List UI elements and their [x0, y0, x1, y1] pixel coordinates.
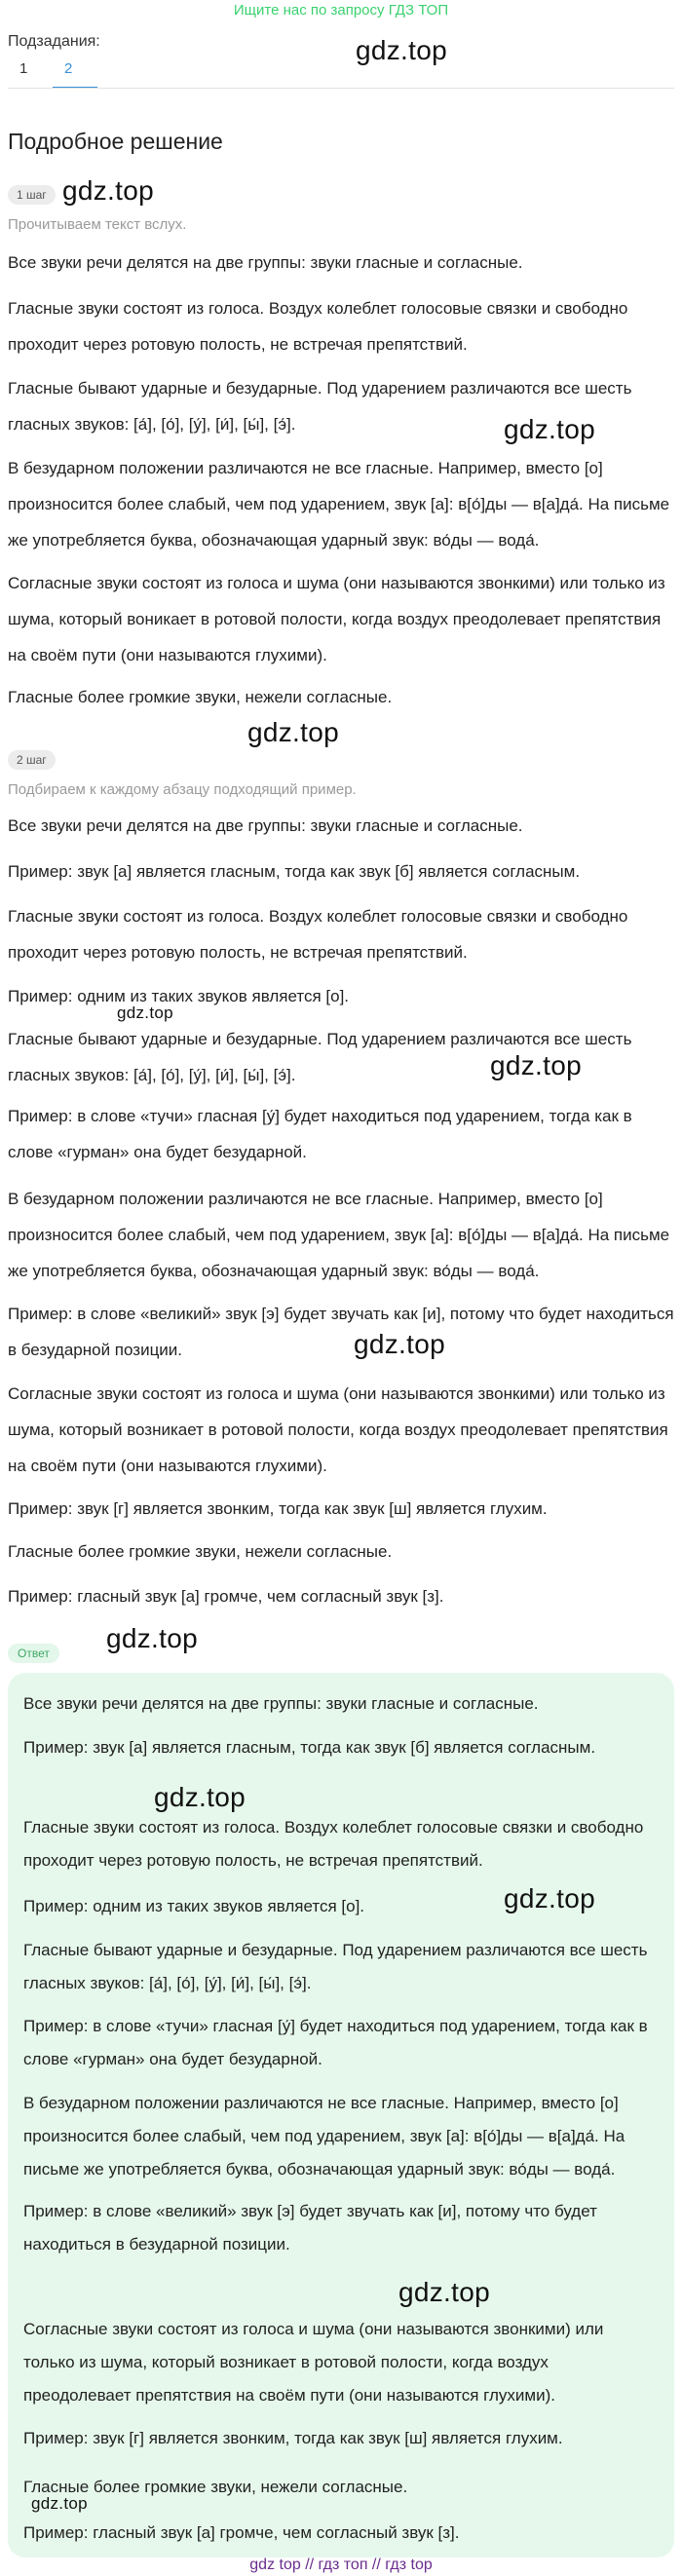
step-2-paragraph: Пример: в слове «тучи» гласная [у́] будет находиться под ударением, тогда как в слове «гурман» она будет безударной. [8, 1107, 632, 1161]
step-2-paragraph: Гласные звуки состоят из голоса. Воздух колеблет голосовые связки и свободно проходит через ротовую полость, не встречая препятствий. [8, 907, 628, 962]
watermark: gdz.top [106, 1623, 198, 1653]
tabs-divider [8, 88, 674, 89]
watermark: gdz.top [154, 1782, 246, 1812]
step-1-paragraph: Все звуки речи делятся на две группы: звуки гласные и согласные. [8, 253, 523, 272]
answer-paragraph: Пример: в слове «тучи» гласная [у́] будет находиться под ударением, тогда как в слове «гурман» она будет безударной. [23, 2017, 648, 2068]
answer-paragraph: Пример: в слове «великий» звук [э] будет звучать как [и], потому что будет находиться в безударной позиции. [23, 2202, 597, 2254]
subtasks-label: Подзадания: [8, 33, 100, 50]
step-2-paragraph: Пример: одним из таких звуков является [о]. [8, 987, 350, 1005]
step-2-paragraph: Согласные звуки состоят из голоса и шума (они называются звонкими) или только из шума, который возникает в ротовой полости, когда воздух преодолевает препятствия на своём пути (они называются глухими). [8, 1384, 668, 1475]
watermark: gdz.top [490, 1050, 582, 1080]
step-1-badge: 1 шаг [8, 185, 56, 205]
answer-paragraph: Гласные более громкие звуки, нежели согласные. [23, 2478, 408, 2496]
answer-paragraph: Согласные звуки состоят из голоса и шума (они называются звонкими) или только из шума, который возникает в ротовой полости, когда воздух преодолевает препятствия на своём пути (они называются глухими). [23, 2320, 604, 2405]
step-2-paragraph: В безударном положении различаются не все гласные. Например, вместо [о] произносится более слабый, чем под ударением, звук [а]: в[о́]ды — в[а]да́. На письме же употребляется буква, обозначающая ударный звук: во́ды — вода́. [8, 1190, 670, 1280]
watermark: gdz.top [62, 175, 154, 206]
answer-paragraph: Все звуки речи делятся на две группы: звуки гласные и согласные. [23, 1694, 539, 1713]
answer-paragraph: Пример: одним из таких звуков является [о]. [23, 1897, 365, 1915]
search-banner: Ищите нас по запросу ГДЗ ТОП [233, 2, 449, 19]
watermark: gdz.top [117, 1004, 173, 1022]
subtask-tab-2[interactable]: 2 [53, 60, 97, 89]
answer-paragraph: Пример: звук [г] является звонким, тогда как звук [ш] является глухим. [23, 2429, 563, 2447]
watermark: gdz.top [354, 1329, 445, 1359]
watermark: gdz.top [398, 2277, 490, 2307]
footer-links[interactable]: gdz top // гдз топ // гдз top [249, 2557, 433, 2573]
step-2-paragraph: Гласные бывают ударные и безударные. Под ударением различаются все шесть гласных звуков: [а́], [о́], [у́], [и́], [ы́], [э́]. [8, 1030, 632, 1084]
step-1-paragraph: Согласные звуки состоят из голоса и шума (они называются звонкими) или только из шума, который воникает в ротовой полости, когда воздух преодолевает препятствия на своём пути (они называются глухими). [8, 574, 665, 664]
step-2-hint: Подбираем к каждому абзацу подходящий пример. [8, 781, 357, 798]
step-2-badge: 2 шаг [8, 750, 56, 770]
step-1-paragraph: Гласные звуки состоят из голоса. Воздух колеблет голосовые связки и свободно проходит через ротовую полость, не встречая препятствий. [8, 299, 628, 354]
step-1-paragraph: В безударном положении различаются не все гласные. Например, вместо [о] произносится более слабый, чем под ударением, звук [а]: в[о́]ды — в[а]да́. На письме же употребляется буква, обозначающая ударный звук: во́ды — вода́. [8, 459, 670, 549]
step-1-hint: Прочитываем текст вслух. [8, 216, 187, 233]
answer-paragraph: Пример: звук [а] является гласным, тогда как звук [б] является согласным. [23, 1738, 596, 1757]
answer-paragraph: Гласные бывают ударные и безударные. Под ударением различаются все шесть гласных звуков: [а́], [о́], [у́], [и́], [ы́], [э́]. [23, 1941, 648, 1992]
subtasks-tabs [8, 60, 97, 89]
step-1-paragraph: Гласные более громкие звуки, нежели согласные. [8, 688, 393, 706]
step-2-paragraph: Пример: звук [а] является гласным, тогда как звук [б] является согласным. [8, 862, 581, 881]
watermark: gdz.top [31, 2494, 88, 2513]
step-2-paragraph: Все звуки речи делятся на две группы: звуки гласные и согласные. [8, 816, 523, 835]
section-title: Подробное решение [8, 129, 223, 154]
step-1-paragraph: Гласные бывают ударные и безударные. Под ударением различаются все шесть гласных звуков: [а́], [о́], [у́], [и́], [ы́], [э́]. [8, 379, 632, 434]
answer-badge: Ответ [8, 1644, 59, 1663]
watermark: gdz.top [356, 35, 447, 65]
step-2-paragraph: Гласные более громкие звуки, нежели согласные. [8, 1542, 393, 1561]
watermark: gdz.top [247, 717, 339, 747]
step-2-paragraph: Пример: в слове «великий» звук [э] будет звучать как [и], потому что будет находиться в безударной позиции. [8, 1305, 674, 1359]
watermark: gdz.top [504, 414, 595, 444]
step-2-paragraph: Пример: звук [г] является звонким, тогда как звук [ш] является глухим. [8, 1499, 548, 1518]
subtask-tab-1[interactable]: 1 [19, 60, 28, 77]
watermark: gdz.top [504, 1883, 595, 1913]
answer-paragraph: Гласные звуки состоят из голоса. Воздух колеблет голосовые связки и свободно проходит через ротовую полость, не встречая препятствий. [23, 1818, 644, 1870]
answer-paragraph: В безударном положении различаются не все гласные. Например, вместо [о] произносится более слабый, чем под ударением, звук [а]: в[о́]ды — в[а]да́. На письме же употребляется буква, обозначающая ударный звук: во́ды — вода́. [23, 2094, 625, 2178]
answer-paragraph: Пример: гласный звук [а] громче, чем согласный звук [з]. [23, 2523, 460, 2542]
step-2-paragraph: Пример: гласный звук [а] громче, чем согласный звук [з]. [8, 1587, 444, 1606]
